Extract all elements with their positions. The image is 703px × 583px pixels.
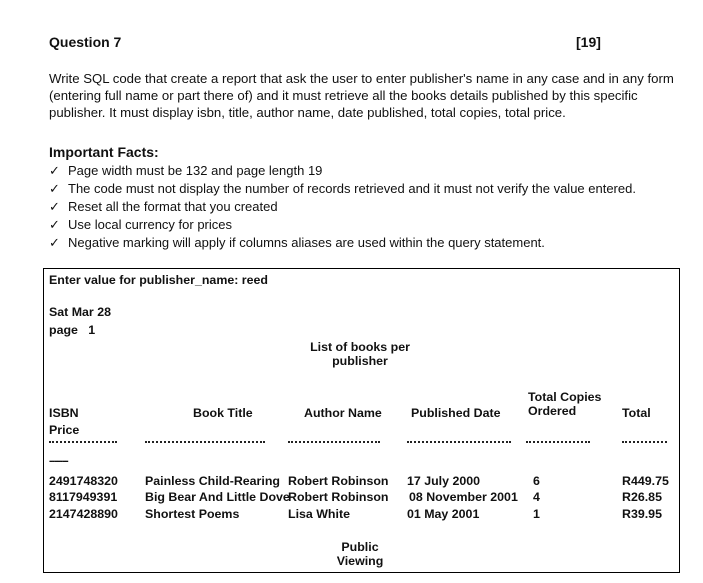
facts-title: Important Facts: — [49, 144, 159, 160]
cell-book-title: Painless Child-Rearing — [145, 474, 280, 488]
fact-item: ✓ Page width must be 132 and page length 19 — [49, 163, 323, 178]
checkmark-icon: ✓ — [49, 199, 60, 214]
underline-author-name — [288, 441, 380, 443]
cell-published-date: 01 May 2001 — [407, 507, 480, 521]
header-total-copies: Total Copies Ordered — [528, 390, 602, 418]
facts-list — [49, 162, 636, 252]
checkmark-icon: ✓ — [49, 181, 60, 196]
underline-price: ------- — [49, 455, 68, 467]
question-marks: [19] — [576, 34, 601, 50]
header-book-title: Book Title — [193, 406, 253, 420]
header-isbn: ISBN — [49, 406, 79, 420]
page-line: page 1 — [49, 323, 96, 337]
underline-published-date — [407, 441, 511, 443]
cell-total-copies: 1 — [533, 507, 540, 521]
checkmark-icon: ✓ — [49, 163, 60, 178]
fact-item: ✓ Reset all the format that you created — [49, 199, 278, 214]
cell-isbn: 8117949391 — [49, 490, 118, 504]
fact-item: ✓ Use local currency for prices — [49, 217, 232, 232]
paragraph-line: (entering full name or part there of) and it must retrieve all the books details published by this specific — [49, 88, 638, 103]
fact-item: ✓ The code must not display the number of records retrieved and it must not verify the value entered. — [49, 181, 636, 196]
cell-isbn: 2491748320 — [49, 474, 118, 488]
header-total: Total — [622, 406, 651, 420]
underline-total — [622, 441, 667, 443]
underline-total-copies — [526, 441, 590, 443]
checkmark-icon: ✓ — [49, 235, 60, 250]
header-published-date: Published Date — [411, 406, 501, 420]
cell-total-copies: 4 — [533, 490, 540, 504]
cell-book-title: Big Bear And Little Dove — [145, 490, 290, 504]
cell-total: R449.75 — [622, 474, 669, 488]
prompt-line: Enter value for publisher_name: reed — [49, 273, 268, 287]
header-author-name: Author Name — [304, 406, 382, 420]
underline-isbn — [49, 441, 117, 443]
fact-item: ✓ Negative marking will apply if columns aliases are used within the query statement. — [49, 235, 545, 250]
question-paragraph — [49, 70, 679, 121]
paragraph-line: publisher. It must display isbn, title, author name, date published, total copies, total price. — [49, 105, 566, 120]
cell-isbn: 2147428890 — [49, 507, 118, 521]
cell-published-date: 17 July 2000 — [407, 474, 481, 488]
cell-total-copies: 6 — [533, 474, 540, 488]
cell-book-title: Shortest Poems — [145, 507, 240, 521]
paragraph-line: Write SQL code that create a report that ask the user to enter publisher's name in any case and in any form — [49, 71, 674, 86]
cell-published-date: 08 November 2001 — [409, 490, 518, 504]
header-price: Price — [49, 423, 80, 437]
cell-total: R26.85 — [622, 490, 662, 504]
checkmark-icon: ✓ — [49, 217, 60, 232]
report-output-box — [43, 268, 680, 573]
report-title: List of books per publisher — [310, 340, 410, 368]
underline-book-title — [145, 441, 265, 443]
cell-author-name: Robert Robinson — [288, 490, 389, 504]
question-title: Question 7 — [49, 34, 122, 50]
report-footer: Public Viewing — [336, 540, 384, 568]
cell-author-name: Robert Robinson — [288, 474, 389, 488]
cell-author-name: Lisa White — [288, 507, 350, 521]
cell-total: R39.95 — [622, 507, 662, 521]
report-date: Sat Mar 28 — [49, 305, 111, 319]
